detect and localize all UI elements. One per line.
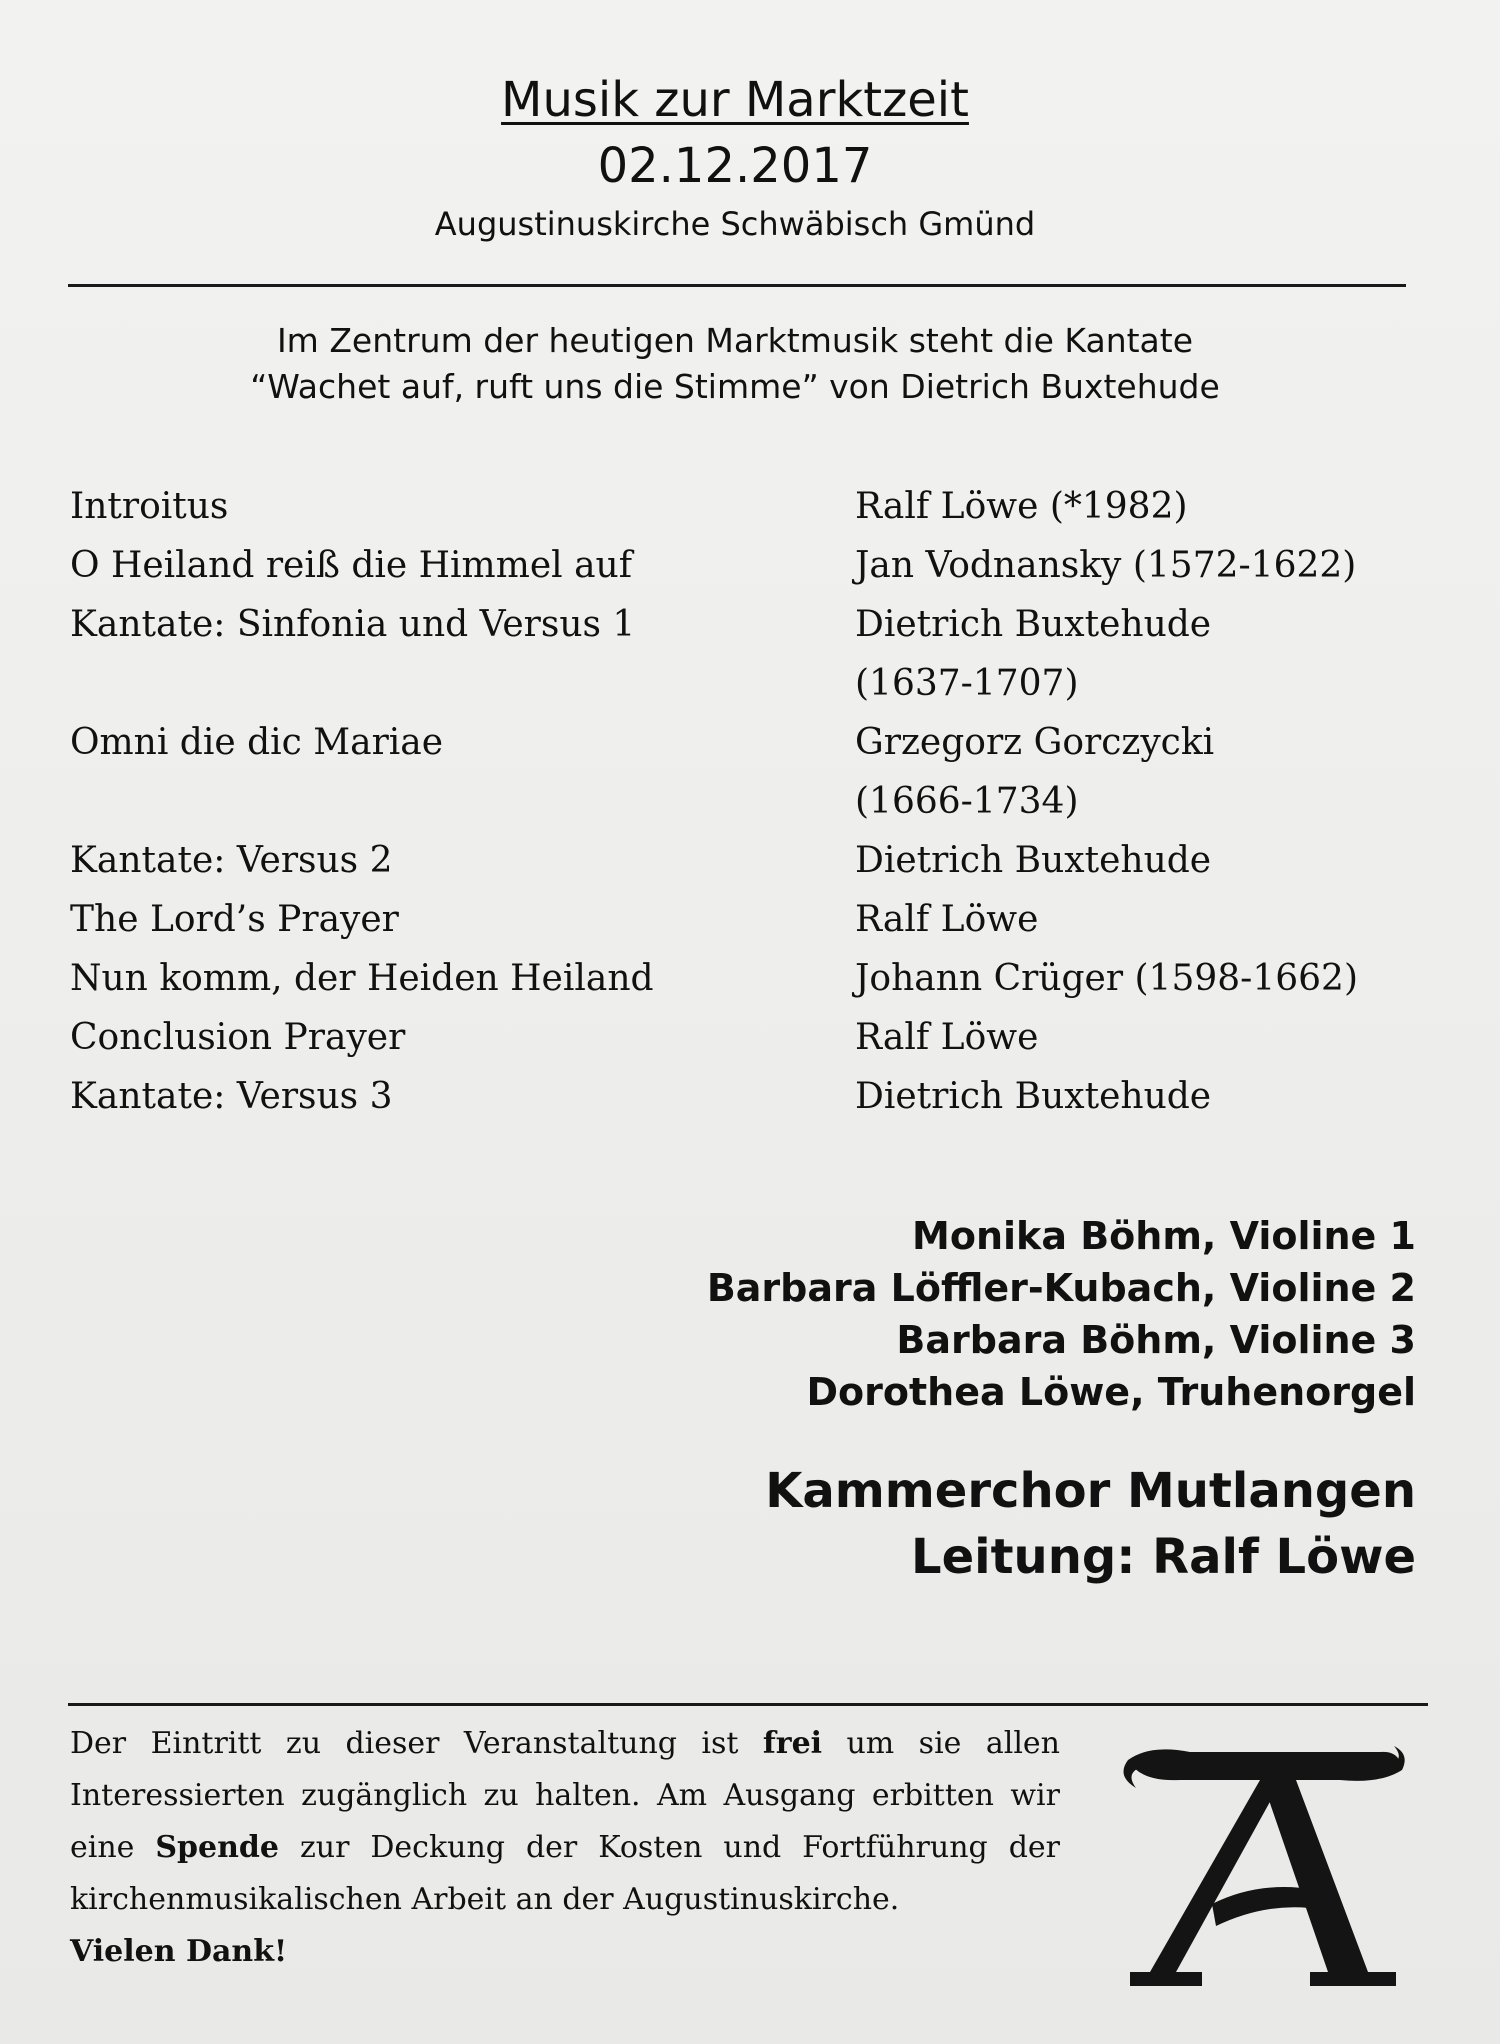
choir-block <box>765 1458 1416 1590</box>
piece-title: Kantate: Versus 2 <box>70 840 393 881</box>
footer-bold-free: frei <box>762 1726 823 1761</box>
composer-name: Dietrich Buxtehude <box>855 1076 1212 1117</box>
musicians-list <box>707 1210 1416 1418</box>
top-divider <box>68 284 1406 287</box>
program-row <box>70 1008 1400 1067</box>
event-venue: Augustinuskirche Schwäbisch Gmünd <box>434 205 1036 243</box>
choir-leader: Leitung: Ralf Löwe <box>910 1529 1416 1585</box>
event-date: 02.12.2017 <box>597 138 873 194</box>
musician-line: Barbara Böhm, Violine 3 <box>896 1318 1416 1362</box>
monogram-logo-icon <box>1110 1740 1410 2010</box>
program-row <box>70 595 1400 654</box>
intro-text <box>0 318 1470 410</box>
composer-name: Dietrich Buxtehude <box>855 840 1212 881</box>
footer-text-3: zur Deckung der Kosten und Fortführung der kirchenmusikalischen Arbeit an der Augustinuskirche. <box>70 1830 1060 1917</box>
program-row <box>70 536 1400 595</box>
program-row <box>70 1067 1400 1126</box>
piece-title <box>70 654 855 713</box>
piece-title: Introitus <box>70 486 229 527</box>
composer-name: Jan Vodnansky (1572-1622) <box>855 545 1357 586</box>
program-list <box>70 477 1400 1126</box>
program-row <box>70 949 1400 1008</box>
choir-name: Kammerchor Mutlangen <box>765 1463 1416 1519</box>
intro-line-1: Im Zentrum der heutigen Marktmusik steht die Kantate <box>276 321 1194 360</box>
composer-dates: (1637-1707) <box>855 663 1079 704</box>
title-text: Musik zur Marktzeit <box>501 72 969 128</box>
piece-title: O Heiland reiß die Himmel auf <box>70 545 633 586</box>
piece-title: Omni die dic Mariae <box>70 722 444 763</box>
piece-title: Kantate: Sinfonia und Versus 1 <box>70 604 636 645</box>
piece-title: Nun komm, der Heiden Heiland <box>70 958 654 999</box>
footer-text-2: um sie allen Interessierten zugänglich zu halten. Am Ausgang erbitten wir eine <box>70 1726 1060 1865</box>
musician-line: Monika Böhm, Violine 1 <box>912 1214 1416 1258</box>
composer-name: Johann Crüger (1598-1662) <box>855 958 1358 999</box>
composer-name: Ralf Löwe <box>855 899 1039 940</box>
piece-title: The Lord’s Prayer <box>70 899 399 940</box>
piece-title: Kantate: Versus 3 <box>70 1076 393 1117</box>
footer-text-1: Der Eintritt zu dieser Veranstaltung ist <box>70 1726 763 1761</box>
composer-dates: (1666-1734) <box>855 781 1079 822</box>
composer-name: Grzegorz Gorczycki <box>855 722 1215 763</box>
intro-line-2: “Wachet auf, ruft uns die Stimme” von Dietrich Buxtehude <box>250 367 1220 406</box>
piece-title: Conclusion Prayer <box>70 1017 406 1058</box>
footer-thanks: Vielen Dank! <box>70 1934 288 1969</box>
program-row <box>70 772 1400 831</box>
program-row <box>70 654 1400 713</box>
musician-line: Barbara Löffler-Kubach, Violine 2 <box>706 1266 1416 1310</box>
bottom-divider <box>68 1703 1428 1706</box>
program-row <box>70 477 1400 536</box>
composer-name: Dietrich Buxtehude <box>855 604 1212 645</box>
program-row <box>70 890 1400 949</box>
composer-name: Ralf Löwe (*1982) <box>855 486 1188 527</box>
footer-note <box>70 1718 1060 1978</box>
program-row <box>70 713 1400 772</box>
piece-title <box>70 772 855 831</box>
composer-name: Ralf Löwe <box>855 1017 1039 1058</box>
footer-bold-donation: Spende <box>155 1830 279 1865</box>
page-title <box>0 72 1470 128</box>
program-row <box>70 831 1400 890</box>
musician-line: Dorothea Löwe, Truhenorgel <box>806 1370 1416 1414</box>
